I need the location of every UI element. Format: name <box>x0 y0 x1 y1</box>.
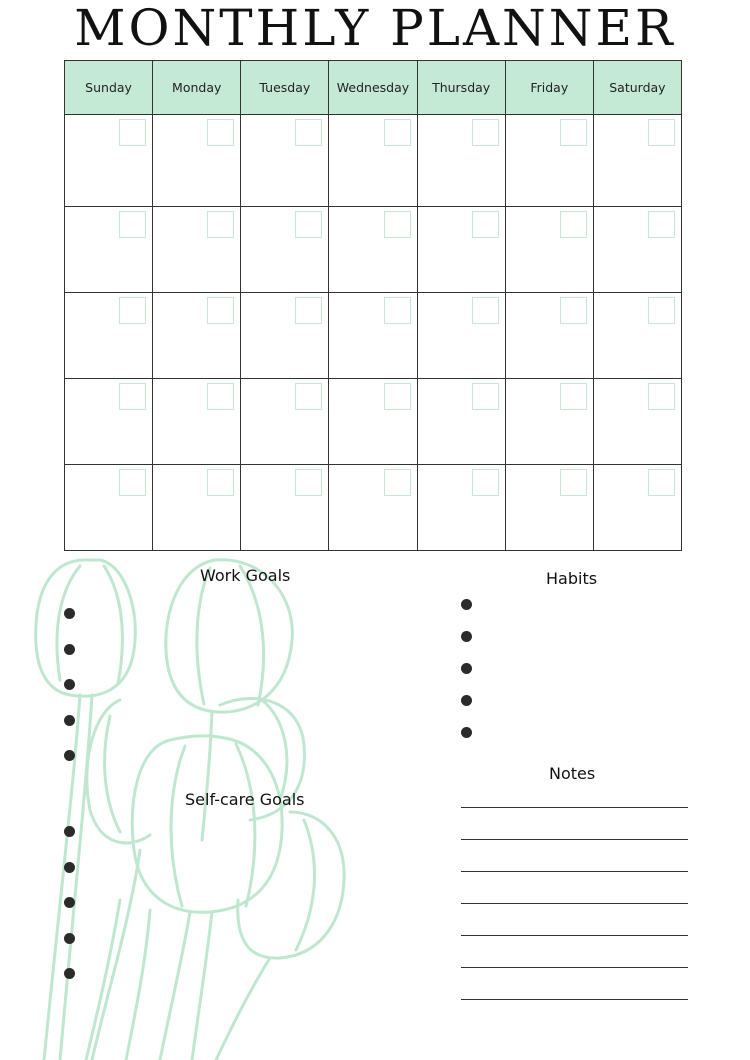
calendar-week-row <box>65 379 682 465</box>
date-number-box <box>560 211 587 238</box>
date-number-box <box>648 469 675 496</box>
calendar-day-cell[interactable] <box>505 293 593 379</box>
calendar-grid <box>64 60 682 551</box>
calendar-day-cell[interactable] <box>329 207 417 293</box>
date-number-box <box>119 297 146 324</box>
day-header-saturday: Saturday <box>593 61 681 115</box>
day-header-thursday: Thursday <box>417 61 505 115</box>
calendar-day-cell[interactable] <box>417 293 505 379</box>
note-line[interactable] <box>461 903 688 904</box>
day-header-monday: Monday <box>153 61 241 115</box>
selfcare-goal-bullet <box>64 933 75 944</box>
calendar-day-cell[interactable] <box>329 115 417 207</box>
note-line[interactable] <box>461 871 688 872</box>
date-number-box <box>119 383 146 410</box>
date-number-box <box>472 383 499 410</box>
calendar-week-row <box>65 207 682 293</box>
date-number-box <box>119 211 146 238</box>
calendar-day-cell[interactable] <box>593 207 681 293</box>
date-number-box <box>472 211 499 238</box>
date-number-box <box>472 469 499 496</box>
calendar-day-cell[interactable] <box>153 379 241 465</box>
calendar-day-cell[interactable] <box>241 293 329 379</box>
work-goal-bullet <box>64 608 75 619</box>
date-number-box <box>119 469 146 496</box>
work-goal-bullet <box>64 750 75 761</box>
calendar-body <box>65 115 682 551</box>
calendar-day-cell[interactable] <box>417 115 505 207</box>
note-line[interactable] <box>461 935 688 936</box>
calendar-day-cell[interactable] <box>505 465 593 551</box>
calendar-day-cell[interactable] <box>153 207 241 293</box>
date-number-box <box>207 383 234 410</box>
day-header-friday: Friday <box>505 61 593 115</box>
note-line[interactable] <box>461 999 688 1000</box>
calendar-day-cell[interactable] <box>65 293 153 379</box>
date-number-box <box>384 297 411 324</box>
calendar-day-cell[interactable] <box>65 465 153 551</box>
date-number-box <box>295 297 322 324</box>
calendar-day-cell[interactable] <box>65 207 153 293</box>
note-line[interactable] <box>461 807 688 808</box>
calendar-day-cell[interactable] <box>329 293 417 379</box>
date-number-box <box>560 119 587 146</box>
selfcare-goal-bullet <box>64 826 75 837</box>
calendar-day-cell[interactable] <box>153 465 241 551</box>
selfcare-goal-bullet <box>64 897 75 908</box>
date-number-box <box>648 119 675 146</box>
calendar-day-cell[interactable] <box>241 207 329 293</box>
day-header-sunday: Sunday <box>65 61 153 115</box>
date-number-box <box>384 383 411 410</box>
calendar-day-cell[interactable] <box>593 379 681 465</box>
calendar-day-cell[interactable] <box>505 379 593 465</box>
date-number-box <box>384 119 411 146</box>
calendar-day-cell[interactable] <box>65 379 153 465</box>
calendar-day-cell[interactable] <box>593 465 681 551</box>
work-goal-bullet <box>64 644 75 655</box>
day-header-tuesday: Tuesday <box>241 61 329 115</box>
notes-title: Notes <box>549 764 596 783</box>
selfcare-goal-bullet <box>64 968 75 979</box>
calendar-day-cell[interactable] <box>417 379 505 465</box>
habit-bullet <box>461 695 472 706</box>
calendar-day-cell[interactable] <box>505 207 593 293</box>
calendar-day-cell[interactable] <box>329 379 417 465</box>
date-number-box <box>560 297 587 324</box>
date-number-box <box>648 297 675 324</box>
habits-title: Habits <box>546 569 598 588</box>
date-number-box <box>207 119 234 146</box>
habit-bullet <box>461 663 472 674</box>
work-goals-title: Work Goals <box>200 566 291 585</box>
tulip-illustration <box>0 550 360 1060</box>
date-number-box <box>560 469 587 496</box>
calendar-day-cell[interactable] <box>65 115 153 207</box>
calendar-week-row <box>65 465 682 551</box>
date-number-box <box>648 383 675 410</box>
work-goal-bullet <box>64 715 75 726</box>
habit-bullet <box>461 727 472 738</box>
calendar-day-cell[interactable] <box>153 115 241 207</box>
calendar-day-cell[interactable] <box>593 115 681 207</box>
date-number-box <box>295 211 322 238</box>
date-number-box <box>384 211 411 238</box>
date-number-box <box>648 211 675 238</box>
date-number-box <box>207 469 234 496</box>
date-number-box <box>207 211 234 238</box>
calendar-day-cell[interactable] <box>241 465 329 551</box>
calendar-header-row <box>65 61 682 115</box>
calendar-day-cell[interactable] <box>417 465 505 551</box>
calendar-day-cell[interactable] <box>417 207 505 293</box>
calendar-week-row <box>65 293 682 379</box>
selfcare-goal-bullet <box>64 862 75 873</box>
date-number-box <box>119 119 146 146</box>
note-line[interactable] <box>461 967 688 968</box>
date-number-box <box>295 383 322 410</box>
date-number-box <box>295 469 322 496</box>
date-number-box <box>472 119 499 146</box>
selfcare-goals-title: Self-care Goals <box>185 790 305 809</box>
calendar-day-cell[interactable] <box>505 115 593 207</box>
habit-bullet <box>461 631 472 642</box>
date-number-box <box>207 297 234 324</box>
calendar-day-cell[interactable] <box>329 465 417 551</box>
calendar-week-row <box>65 115 682 207</box>
date-number-box <box>384 469 411 496</box>
habit-bullet <box>461 599 472 610</box>
date-number-box <box>295 119 322 146</box>
day-header-wednesday: Wednesday <box>329 61 417 115</box>
calendar-day-cell[interactable] <box>241 379 329 465</box>
date-number-box <box>560 383 587 410</box>
calendar-day-cell[interactable] <box>153 293 241 379</box>
note-line[interactable] <box>461 839 688 840</box>
work-goal-bullet <box>64 679 75 690</box>
calendar-day-cell[interactable] <box>593 293 681 379</box>
page-title: MONTHLY PLANNER <box>74 0 676 57</box>
date-number-box <box>472 297 499 324</box>
calendar-day-cell[interactable] <box>241 115 329 207</box>
